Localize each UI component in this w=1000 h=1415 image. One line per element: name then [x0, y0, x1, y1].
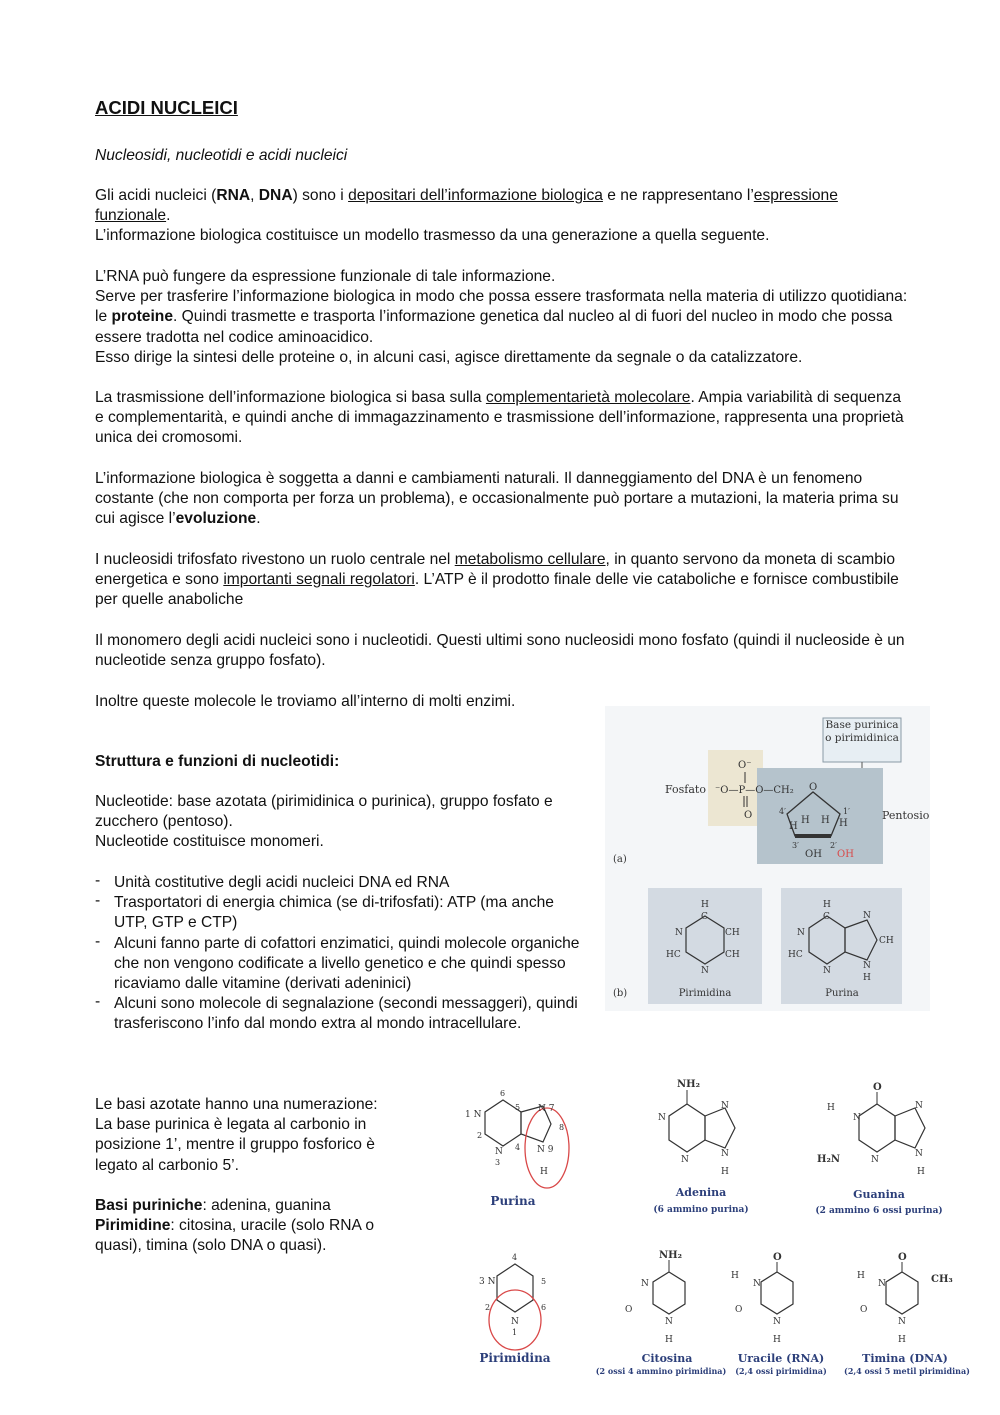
- svg-text:N 9: N 9: [537, 1145, 554, 1155]
- paragraph-trasmissione: La trasmissione dell’informazione biologica si basa sulla complementarietà molecolare. Ampia variabilità di sequenza e complementarità, e quindi anche di immagazzinamento e trasmissione dell’informazione, rappresenta una proprietà unica dei cromosomi.: [95, 389, 904, 447]
- svg-text:N: N: [871, 1155, 879, 1165]
- svg-text:O: O: [860, 1305, 868, 1315]
- svg-text:O⁻: O⁻: [738, 760, 752, 771]
- svg-text:N: N: [721, 1149, 729, 1159]
- svg-text:H: H: [801, 815, 810, 826]
- svg-text:N: N: [511, 1317, 519, 1327]
- svg-text:CH: CH: [725, 950, 740, 960]
- page-subtitle: Nucleosidi, nucleotidi e acidi nucleici: [95, 147, 348, 164]
- citosina-structure: [596, 1250, 727, 1376]
- svg-text:N: N: [753, 1279, 761, 1289]
- svg-text:3: 3: [495, 1158, 501, 1167]
- svg-text:4: 4: [512, 1253, 518, 1262]
- h2n-label: H₂N: [817, 1154, 840, 1165]
- svg-text:H: H: [857, 1271, 865, 1281]
- page-title: ACIDI NUCLEICI: [95, 97, 238, 118]
- svg-text:5: 5: [541, 1277, 547, 1286]
- svg-text:N: N: [773, 1317, 781, 1327]
- svg-text:H: H: [665, 1335, 673, 1345]
- svg-text:H: H: [917, 1167, 925, 1177]
- adenina-label: Adenina: [675, 1186, 727, 1199]
- svg-text:3′: 3′: [792, 841, 799, 850]
- list-item: - Unità costitutive degli acidi nucleici DNA ed RNA: [95, 873, 585, 893]
- svg-text:1′: 1′: [843, 807, 850, 816]
- svg-text:H: H: [863, 973, 871, 983]
- nucleotide-intro: Nucleotide: base azotata (pirimidinica o purinica), gruppo fosfato e zucchero (pentoso). Nucleotide costituisce monomeri.: [95, 793, 553, 851]
- panel-b-label: (b): [613, 988, 628, 999]
- svg-text:O: O: [809, 782, 818, 793]
- svg-text:H: H: [540, 1167, 548, 1177]
- svg-text:2: 2: [485, 1303, 491, 1312]
- svg-text:1 N: 1 N: [465, 1110, 482, 1120]
- svg-text:N: N: [495, 1147, 503, 1157]
- svg-text:3 N: 3 N: [479, 1277, 496, 1287]
- svg-text:CH: CH: [725, 928, 740, 938]
- svg-text:NH₂: NH₂: [659, 1250, 682, 1261]
- svg-text:N: N: [915, 1149, 923, 1159]
- svg-text:N: N: [863, 911, 871, 921]
- svg-text:N: N: [721, 1101, 729, 1111]
- pentosio-label: Pentosio: [882, 809, 930, 822]
- svg-text:HC: HC: [788, 950, 803, 960]
- svg-text:2: 2: [477, 1131, 483, 1140]
- svg-text:6: 6: [541, 1303, 547, 1312]
- svg-text:N: N: [853, 1113, 861, 1123]
- adenina-structure: [653, 1079, 748, 1215]
- paragraph-numerazione: Le basi azotate hanno una numerazione: La base purinica è legata al carbonio in posizione 1’, mentre il gruppo fosforico è legato al carbonio 5’.: [95, 1096, 378, 1174]
- purina-panel: [781, 888, 902, 1004]
- svg-text:N: N: [675, 928, 683, 938]
- svg-text:O: O: [735, 1305, 743, 1315]
- svg-text:H: H: [821, 815, 830, 826]
- svg-text:4: 4: [515, 1143, 521, 1152]
- purina-caption: Purina: [825, 988, 859, 999]
- svg-text:O: O: [625, 1305, 633, 1315]
- svg-text:H: H: [839, 818, 848, 829]
- citosina-sub: (2 ossi 4 ammino pirimidina): [595, 1366, 727, 1376]
- svg-text:N: N: [658, 1113, 666, 1123]
- timina-label: Timina (DNA): [862, 1352, 948, 1365]
- svg-text:N: N: [898, 1317, 906, 1327]
- pirimidina-label: Pirimidina: [479, 1351, 551, 1365]
- svg-text:6: 6: [500, 1089, 506, 1098]
- nitrogen-bases-figure: [455, 1070, 975, 1385]
- svg-text:HC: HC: [666, 950, 681, 960]
- svg-text:N: N: [863, 961, 871, 971]
- fosfato-label: Fosfato: [665, 783, 706, 796]
- paragraph-danni: L’informazione biologica è soggetta a danni e cambiamenti naturali. Il danneggiamento del DNA è un fenomeno costante (che non comporta per forza un problema), e occasionalmente può portare a mutazioni, la materia prima su cui agisce l’evoluzione.: [95, 470, 899, 528]
- list-item: - Trasportatori di energia chimica (se di-trifosfati): ATP (ma anche UTP, GTP e CTP): [95, 893, 585, 933]
- svg-text:O: O: [873, 1082, 882, 1093]
- pirimidina-caption: Pirimidina: [678, 988, 732, 999]
- svg-text:O: O: [773, 1252, 782, 1263]
- svg-text:N: N: [701, 966, 709, 976]
- guanina-structure: [815, 1082, 942, 1216]
- section-heading-struttura: Struttura e funzioni di nucleotidi:: [95, 753, 340, 770]
- guanina-sub: (2 ammino 6 ossi purina): [815, 1206, 943, 1216]
- svg-text:5: 5: [515, 1103, 521, 1112]
- paragraph-monomero: Il monomero degli acidi nucleici sono i nucleotidi. Questi ultimi sono nucleosidi mono fosfato (quindi il nucleoside è un nucleotide senza gruppo fosfato).: [95, 632, 905, 670]
- svg-text:8: 8: [559, 1123, 565, 1132]
- svg-text:1: 1: [512, 1328, 518, 1337]
- paragraph-rna: L’RNA può fungere da espressione funzionale di tale informazione. Serve per trasferire l’informazione biologica in modo che possa essere trasformata nella materia di utilizzo quotidiana: le proteine. Quindi trasmette e trasporta l’informazione genetica dal nucleo al di fuori del nucleo in modo che possa essere tradotta nel codice aminoacidico. Esso dirige la sintesi delle proteine o, in alcuni casi, agisce direttamente da segnale o da catalizzatore.: [95, 268, 908, 366]
- svg-text:N: N: [915, 1101, 923, 1111]
- guanina-label: Guanina: [853, 1188, 905, 1201]
- adenina-sub: (6 ammino purina): [653, 1205, 749, 1215]
- svg-text:N: N: [797, 928, 805, 938]
- citosina-label: Citosina: [641, 1352, 693, 1365]
- purina-structure: [465, 1089, 569, 1208]
- uracile-sub: (2,4 ossi pirimidina): [735, 1366, 827, 1376]
- svg-text:H: H: [827, 1103, 835, 1113]
- nucleotide-functions-list: [95, 873, 585, 1035]
- svg-text:N: N: [878, 1279, 886, 1289]
- list-item: - Alcuni fanno parte di cofattori enzimatici, quindi molecole organiche che non vengono codificate a livello genetico e che quindi spesso ricaviamo dalle vitamine (derivati adeninici): [95, 934, 585, 995]
- svg-text:O: O: [744, 810, 753, 821]
- svg-text:2′: 2′: [830, 841, 837, 850]
- svg-text:N: N: [681, 1155, 689, 1165]
- purina-label: Purina: [490, 1194, 536, 1208]
- paragraph-trifosfato: I nucleosidi trifosfato rivestono un ruolo centrale nel metabolismo cellulare, in quanto servono da moneta di scambio energetica e sono importanti segnali regolatori. L’ATP è il prodotto finale delle vie cataboliche e fornisce combustibile per quelle anaboliche: [95, 551, 899, 609]
- svg-text:N: N: [665, 1317, 673, 1327]
- uracile-label: Uracile (RNA): [737, 1352, 825, 1365]
- pirimidina-structure: [479, 1253, 551, 1365]
- svg-text:H: H: [721, 1167, 729, 1177]
- svg-text:H: H: [823, 900, 831, 910]
- panel-a-label: (a): [613, 854, 627, 865]
- base-label: Base purinica o pirimidinica: [825, 719, 899, 744]
- timina-structure: [844, 1252, 970, 1376]
- paragraph-basi: Basi puriniche: adenina, guanina Pirimidine: citosina, uracile (solo RNA o quasi), timina (solo DNA o quasi).: [95, 1197, 375, 1255]
- ch3-label: CH₃: [931, 1274, 953, 1285]
- nucleotide-structure-figure: [605, 706, 930, 1011]
- svg-text:C: C: [823, 912, 830, 922]
- svg-text:N 7: N 7: [538, 1104, 555, 1114]
- svg-text:H: H: [731, 1271, 739, 1281]
- paragraph-intro: Gli acidi nucleici (RNA, DNA) sono i depositari dell’informazione biologica e ne rappresentano l’espressione funzionale. L’informazione biologica costituisce un modello trasmesso da una generazione a quella seguente.: [95, 187, 838, 245]
- svg-text:N: N: [823, 966, 831, 976]
- paragraph-enzimi: Inoltre queste molecole le troviamo all’interno di molti enzimi.: [95, 693, 516, 710]
- list-item: - Alcuni sono molecole di segnalazione (secondi messaggeri), quindi trasferiscono l’info dal mondo extra al mondo intracellulare.: [95, 994, 585, 1034]
- svg-text:C: C: [701, 912, 708, 922]
- nh2-label: NH₂: [677, 1079, 700, 1090]
- timina-sub: (2,4 ossi 5 metil pirimidina): [844, 1366, 970, 1376]
- svg-text:4′: 4′: [779, 807, 786, 816]
- svg-text:H: H: [789, 821, 798, 832]
- svg-text:H: H: [898, 1335, 906, 1345]
- oh-label: OH: [805, 849, 822, 860]
- svg-text:H: H: [773, 1335, 781, 1345]
- uracile-structure: [731, 1252, 827, 1376]
- svg-text:⁻O—P—O—CH₂: ⁻O—P—O—CH₂: [715, 785, 794, 796]
- svg-text:N: N: [641, 1279, 649, 1289]
- svg-text:O: O: [898, 1252, 907, 1263]
- svg-text:CH: CH: [879, 936, 894, 946]
- oh-red-label: OH: [837, 849, 854, 860]
- svg-text:H: H: [701, 900, 709, 910]
